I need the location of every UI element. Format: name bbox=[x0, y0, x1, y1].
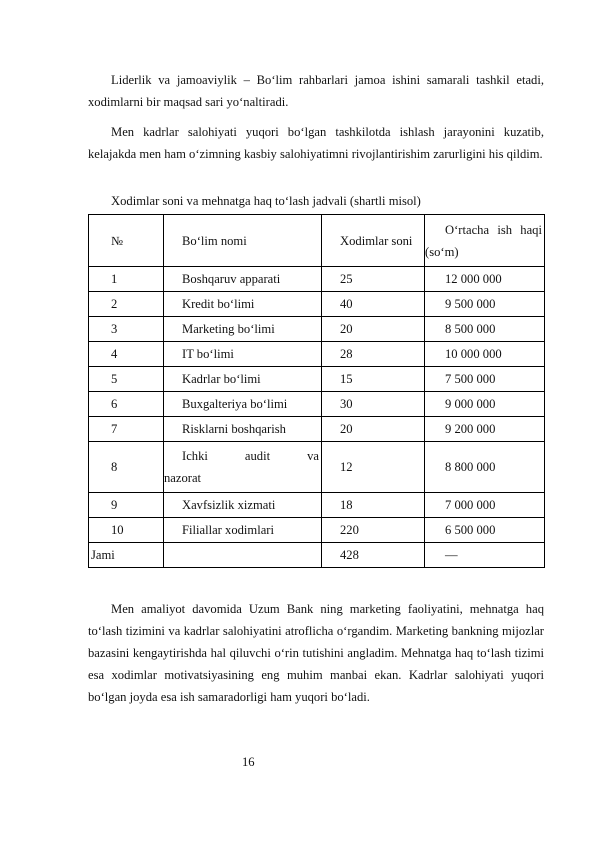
row-num: 6 bbox=[89, 392, 164, 417]
table-row bbox=[89, 392, 545, 417]
row-dept-word-3: va bbox=[307, 449, 319, 463]
row-num: 3 bbox=[89, 317, 164, 342]
row-dept: Marketing bo‘limi bbox=[164, 317, 322, 342]
row-num: 8 bbox=[89, 442, 164, 493]
total-staff: 428 bbox=[322, 543, 425, 568]
row-num: 7 bbox=[89, 417, 164, 442]
row-dept-word-2: audit bbox=[244, 449, 271, 463]
row-staff: 220 bbox=[322, 518, 425, 543]
table-row bbox=[89, 417, 545, 442]
row-num: 1 bbox=[89, 267, 164, 292]
table-row bbox=[89, 267, 545, 292]
row-staff: 18 bbox=[322, 493, 425, 518]
row-num: 2 bbox=[89, 292, 164, 317]
staff-salary-table bbox=[88, 214, 545, 568]
row-salary: 8 500 000 bbox=[425, 317, 545, 342]
header-dept: Bo‘lim nomi bbox=[164, 215, 322, 267]
row-salary: 9 500 000 bbox=[425, 292, 545, 317]
row-dept: Risklarni boshqarish bbox=[164, 417, 322, 442]
table-row bbox=[89, 292, 545, 317]
header-salary bbox=[425, 215, 545, 267]
row-num: 10 bbox=[89, 518, 164, 543]
row-dept: Boshqaruv apparati bbox=[164, 267, 322, 292]
row-staff: 20 bbox=[322, 417, 425, 442]
paragraph-leadership: Liderlik va jamoaviylik – Bo‘lim rahbarlari jamoa ishini samarali tashkil etadi, xodimlarni bir maqsad sari yo‘naltiradi. bbox=[88, 73, 544, 109]
paragraph-observation: Men kadrlar salohiyati yuqori bo‘lgan tashkilotda ishlash jarayonini kuzatib, kelajakda men ham o‘zimning kasbiy salohiyatimni rivojlantirishim zarurligini his qildim. bbox=[88, 125, 544, 161]
row-dept bbox=[164, 442, 322, 493]
row-dept: Kredit bo‘limi bbox=[164, 292, 322, 317]
row-dept: Filiallar xodimlari bbox=[164, 518, 322, 543]
table-row bbox=[89, 317, 545, 342]
header-num: № bbox=[89, 215, 164, 267]
row-staff: 15 bbox=[322, 367, 425, 392]
row-num: 9 bbox=[89, 493, 164, 518]
row-staff: 12 bbox=[322, 442, 425, 493]
row-dept: IT bo‘limi bbox=[164, 342, 322, 367]
table-row bbox=[89, 367, 545, 392]
header-salary-word-1: O‘rtacha bbox=[445, 222, 490, 237]
row-dept: Xavfsizlik xizmati bbox=[164, 493, 322, 518]
total-label: Jami bbox=[89, 543, 164, 568]
row-staff: 25 bbox=[322, 267, 425, 292]
row-salary: 9 200 000 bbox=[425, 417, 545, 442]
total-dept bbox=[164, 543, 322, 568]
row-salary: 7 000 000 bbox=[425, 493, 545, 518]
row-staff: 20 bbox=[322, 317, 425, 342]
table-header-row bbox=[89, 215, 545, 267]
row-salary: 9 000 000 bbox=[425, 392, 545, 417]
page-number: 16 bbox=[242, 755, 255, 769]
row-salary: 8 800 000 bbox=[425, 442, 545, 493]
row-staff: 30 bbox=[322, 392, 425, 417]
table-caption: Xodimlar soni va mehnatga haq to‘lash jadvali (shartli misol) bbox=[111, 194, 421, 208]
table-row bbox=[89, 518, 545, 543]
row-staff: 40 bbox=[322, 292, 425, 317]
row-dept-word-1: Ichki bbox=[182, 449, 208, 463]
row-salary: 7 500 000 bbox=[425, 367, 545, 392]
row-dept: Kadrlar bo‘limi bbox=[164, 367, 322, 392]
table-row bbox=[89, 342, 545, 367]
row-salary: 12 000 000 bbox=[425, 267, 545, 292]
row-num: 5 bbox=[89, 367, 164, 392]
header-staff: Xodimlar soni bbox=[322, 215, 425, 267]
header-salary-word-2: ish bbox=[497, 222, 513, 237]
header-salary-unit: (so‘m) bbox=[425, 244, 459, 259]
table-row bbox=[89, 493, 545, 518]
row-dept: Buxgalteriya bo‘limi bbox=[164, 392, 322, 417]
table-total-row bbox=[89, 543, 545, 568]
row-salary: 10 000 000 bbox=[425, 342, 545, 367]
row-staff: 28 bbox=[322, 342, 425, 367]
header-salary-word-3: haqi bbox=[520, 222, 542, 237]
table-row bbox=[89, 442, 545, 493]
row-num: 4 bbox=[89, 342, 164, 367]
row-dept-word-4: nazorat bbox=[164, 471, 202, 485]
paragraph-conclusion: Men amaliyot davomida Uzum Bank ning marketing faoliyatini, mehnatga haq to‘lash tizimini va kadrlar salohiyatini atroflicha o‘rgandim. Marketing bankning mijozlar bazasini kengaytirishda hal qiluvchi o‘rin tutishini angladim. Mehnatga haq to‘lash tizimi esa xodimlar motivatsiyasining eng muhim manbai ekan. Kadrlar salohiyati yuqori bo‘lgan joyda esa ish samaradorligi ham yuqori bo‘ladi. bbox=[88, 602, 544, 704]
total-salary: — bbox=[425, 543, 545, 568]
row-salary: 6 500 000 bbox=[425, 518, 545, 543]
